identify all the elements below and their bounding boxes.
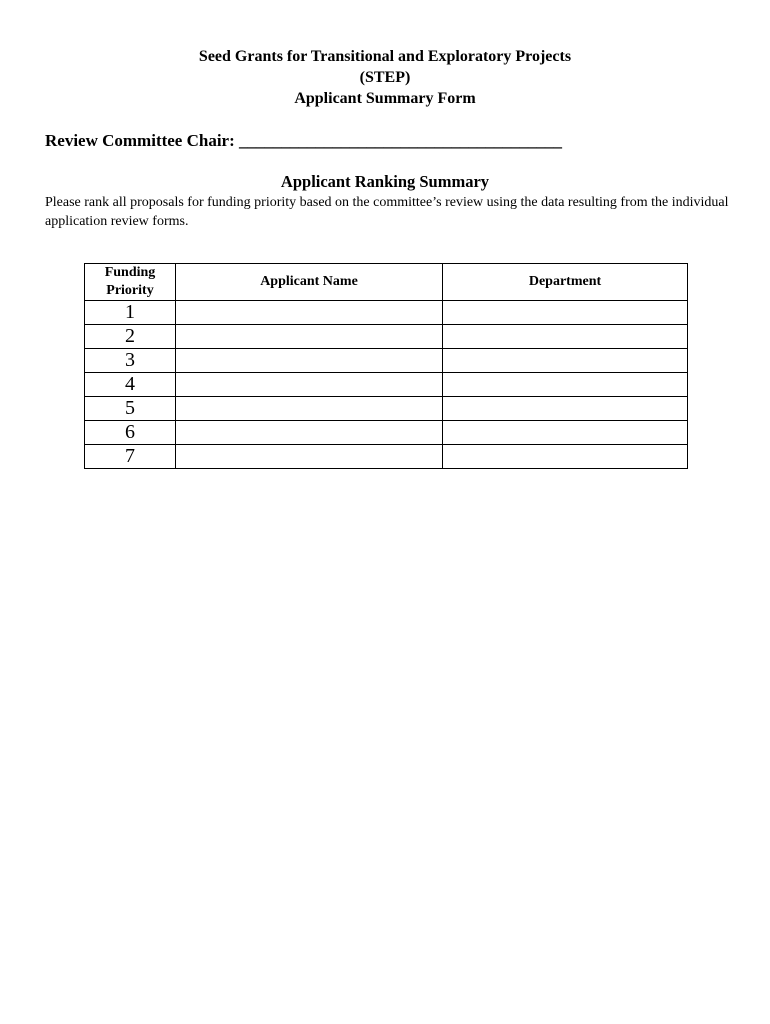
chair-blank-line[interactable]: ______________________________________ [239, 131, 563, 150]
table-header-row [85, 264, 688, 301]
department-cell[interactable] [443, 349, 688, 373]
priority-cell: 5 [85, 397, 176, 421]
department-cell[interactable] [443, 397, 688, 421]
priority-cell: 3 [85, 349, 176, 373]
ranking-instructions: Please rank all proposals for funding priority based on the committee’s review using the data resulting from the individual application review forms. [45, 195, 729, 229]
applicant-name-cell[interactable] [176, 397, 443, 421]
table-row [85, 325, 688, 349]
table-row [85, 373, 688, 397]
table-row [85, 301, 688, 325]
header-funding-priority [85, 264, 176, 301]
department-cell[interactable] [443, 301, 688, 325]
header-priority-line-2: Priority [106, 283, 154, 298]
table-row [85, 445, 688, 469]
table-row [85, 421, 688, 445]
applicant-name-cell[interactable] [176, 421, 443, 445]
review-committee-chair-field [45, 131, 562, 151]
applicant-name-cell[interactable] [176, 325, 443, 349]
department-cell[interactable] [443, 373, 688, 397]
applicant-ranking-table [84, 263, 688, 469]
applicant-name-cell[interactable] [176, 349, 443, 373]
form-title-block [0, 46, 770, 109]
header-department: Department [443, 264, 688, 301]
table-row [85, 397, 688, 421]
department-cell[interactable] [443, 325, 688, 349]
department-cell[interactable] [443, 421, 688, 445]
priority-cell: 6 [85, 421, 176, 445]
priority-cell: 7 [85, 445, 176, 469]
priority-cell: 1 [85, 301, 176, 325]
ranking-heading: Applicant Ranking Summary [280, 172, 490, 191]
header-priority-line-1: Funding [104, 265, 156, 280]
priority-cell: 2 [85, 325, 176, 349]
applicant-name-cell[interactable] [176, 445, 443, 469]
chair-label: Review Committee Chair: [45, 131, 235, 150]
form-title: Seed Grants for Transitional and Exploratory Projects [198, 48, 572, 65]
applicant-name-cell[interactable] [176, 373, 443, 397]
form-acronym: (STEP) [359, 69, 411, 86]
priority-cell: 4 [85, 373, 176, 397]
department-cell[interactable] [443, 445, 688, 469]
applicant-name-cell[interactable] [176, 301, 443, 325]
header-applicant-name: Applicant Name [176, 264, 443, 301]
form-subtitle: Applicant Summary Form [294, 90, 476, 107]
table-row [85, 349, 688, 373]
